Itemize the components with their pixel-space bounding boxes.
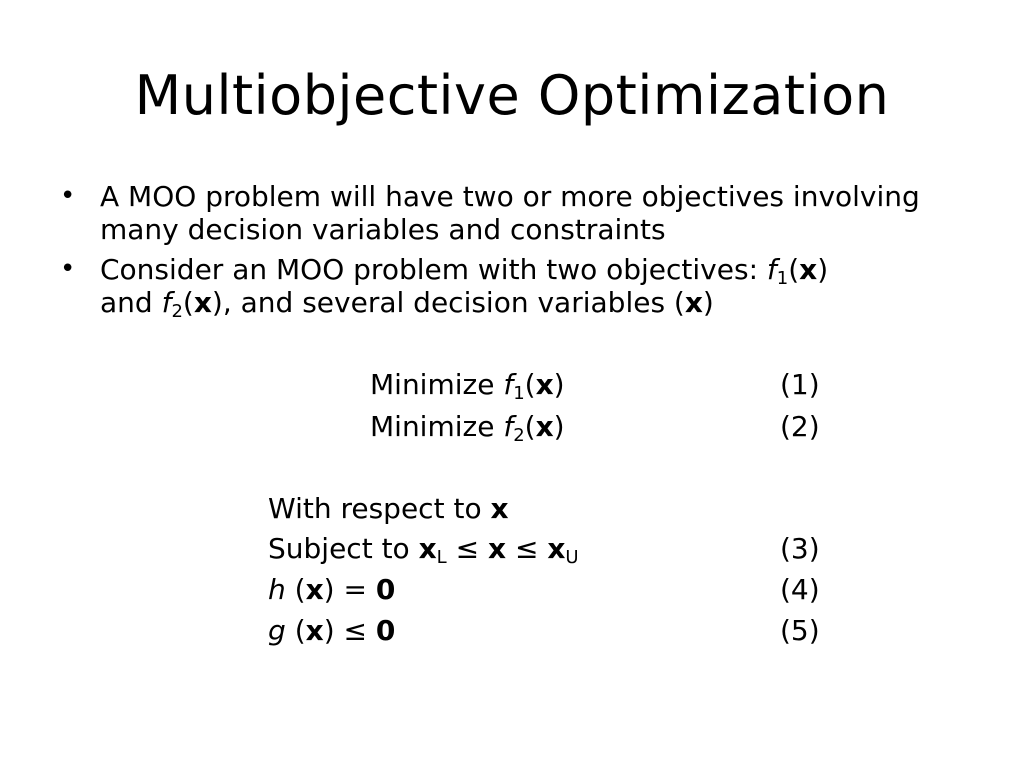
bullet-text: Consider an MOO problem with two objectives: $f_1(x)$ and $f_2(x)$, and several decision variables (x) xyxy=(100,253,829,322)
bullet-dot-icon: • xyxy=(60,254,76,284)
equation-number-5: (5) xyxy=(780,614,820,647)
bullet-list xyxy=(60,180,960,326)
objective-1-line: Minimize $f_1(x)$ xyxy=(370,368,565,404)
with-respect-to-line: With respect to x xyxy=(268,492,509,525)
objective-2-line: Minimize $f_2(x)$ xyxy=(370,410,565,446)
equation-number-4: (4) xyxy=(780,573,820,606)
equation-number-3: (3) xyxy=(780,532,820,565)
equation-number-1: (1) xyxy=(780,368,820,401)
bullet-item xyxy=(60,180,960,246)
equation-number-2: (2) xyxy=(780,410,820,443)
bounds-constraint-line: Subject to $x_L \le x \le x_U$ xyxy=(268,532,579,568)
equality-constraint-line: h (x) = 0 xyxy=(268,573,396,606)
bullet-text: A MOO problem will have two or more objectives involving many decision variables and constraints xyxy=(100,180,920,246)
slide-title: Multiobjective Optimization xyxy=(134,64,890,127)
inequality-constraint-line: g (x) ≤ 0 xyxy=(268,614,396,647)
bullet-item xyxy=(60,253,960,322)
bullet-dot-icon: • xyxy=(60,181,76,211)
